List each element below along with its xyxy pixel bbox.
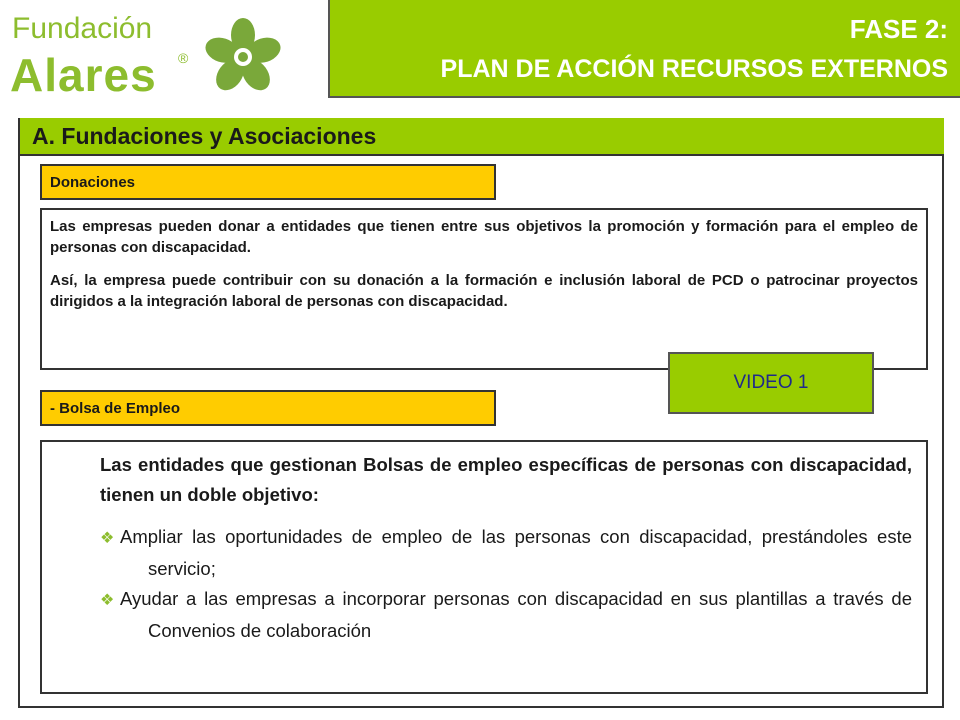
logo xyxy=(8,8,308,101)
bolsa-bullet-2-text: Ayudar a las empresas a incorporar personas con discapacidad en sus plantillas a través de Convenios de colaboración xyxy=(120,588,912,641)
donaciones-paragraph-2: Así, la empresa puede contribuir con su donación a la formación e inclusión laboral de PCD o patrocinar proyectos dirigidos a la integración laboral de personas con discapacidad. xyxy=(50,272,918,310)
diamond-bullet-icon: ❖ xyxy=(100,592,115,609)
bolsa-empleo-label: - Bolsa de Empleo xyxy=(40,390,496,426)
registered-mark: ® xyxy=(178,50,189,66)
diamond-bullet-icon: ❖ xyxy=(100,530,115,547)
bolsa-bullet-2 xyxy=(100,584,912,646)
donaciones-label: Donaciones xyxy=(40,164,496,200)
bolsa-bullet-1 xyxy=(100,522,912,584)
logo-text-line2: Alares xyxy=(10,49,157,101)
phase-header xyxy=(328,0,960,98)
logo-text-line1: Fundación xyxy=(12,12,153,45)
bolsa-bullet-1-text: Ampliar las oportunidades de empleo de las personas con discapacidad, prestándoles este servicio; xyxy=(120,526,912,579)
video-1-button[interactable]: VIDEO 1 xyxy=(668,352,874,414)
section-title: A. Fundaciones y Asociaciones xyxy=(20,118,944,156)
donaciones-text-box xyxy=(40,208,928,370)
donaciones-paragraph-1: Las empresas pueden donar a entidades que tienen entre sus objetivos la promoción y formación para el empleo de personas con discapacidad. xyxy=(50,218,918,256)
phase-title: FASE 2: xyxy=(849,14,948,44)
phase-subtitle: PLAN DE ACCIÓN RECURSOS EXTERNOS xyxy=(440,55,948,83)
bolsa-empleo-text-box xyxy=(40,440,928,694)
bolsa-intro: Las entidades que gestionan Bolsas de empleo específicas de personas con discapacidad, tienen un doble objetivo: xyxy=(100,454,912,505)
flower-icon xyxy=(200,14,286,100)
